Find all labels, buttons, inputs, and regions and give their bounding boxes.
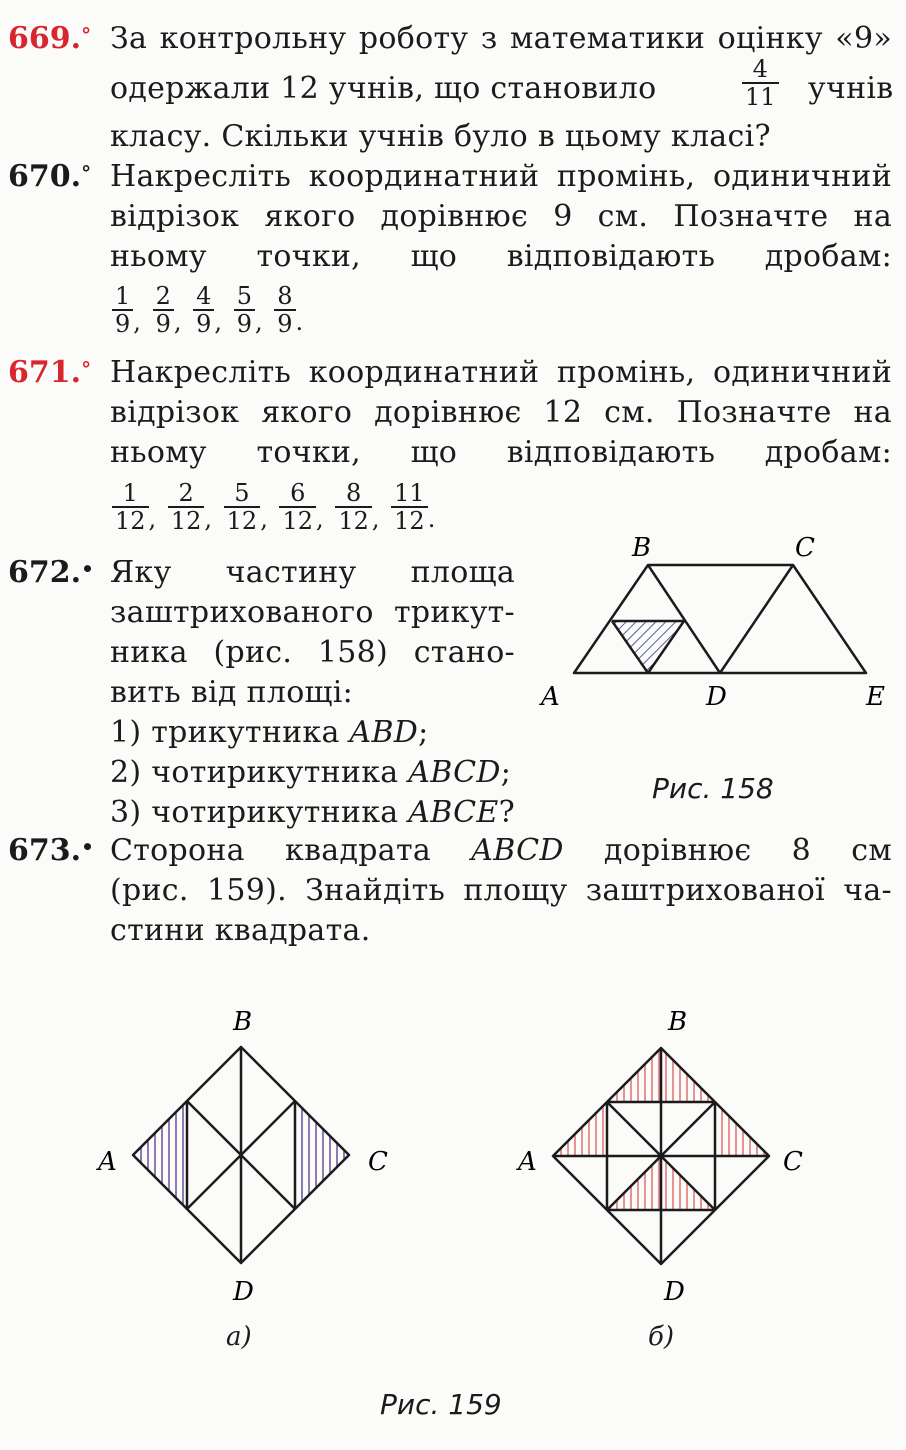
problem-672-number: 672.• <box>8 555 94 590</box>
label-C-158: C <box>795 533 815 563</box>
problem-669-line-2: одержали 12 учнів, що становило <box>110 71 657 106</box>
shaded-right-triangle <box>295 1101 349 1209</box>
problem-671-fractions: $\frac{1}{12}$ , $\frac{2}{12}$ , $\frac{5}{12}$ , $\frac{6}{12}$ , $\frac{8}{12}$ , $\frac{11}{12}$ . <box>108 480 435 534</box>
problem-671-line-1: Накресліть координатний промінь, одиничний <box>110 355 892 390</box>
label-D-159b: D <box>664 1277 685 1307</box>
label-C-159b: C <box>783 1147 803 1177</box>
problem-671-line-3: ньому точки, що відповідають дробам: <box>110 435 892 470</box>
figure-159-caption: Рис. 159 <box>380 1388 502 1421</box>
label-A-159b: A <box>518 1147 537 1177</box>
problem-673-number: 673.• <box>8 833 94 868</box>
figure-158-caption: Рис. 158 <box>652 772 774 805</box>
figure-159-sub-a: а) <box>226 1322 252 1352</box>
problem-670-line-2: відрізок якого дорівнює 9 см. Позначте на <box>110 199 892 234</box>
problem-671-line-2: відрізок якого дорівнює 12 см. Позначте на <box>110 395 892 430</box>
label-C-159a: C <box>368 1147 388 1177</box>
problem-670-line-1: Накресліть координатний промінь, одиничний <box>110 159 892 194</box>
problem-670-number: 670.° <box>8 159 92 194</box>
problem-673-line-2: (рис. 159). Знайдіть площу заштрихованої ча- <box>110 873 892 908</box>
label-D-159a: D <box>233 1277 254 1307</box>
problem-672-line-2: заштрихованого трикут- <box>110 595 515 630</box>
label-A-159a: A <box>98 1147 117 1177</box>
label-B-159b: B <box>668 1007 688 1037</box>
problem-669-line-1: За контрольну роботу з математики оцінку «9» <box>110 21 892 56</box>
figure-158 <box>530 528 900 728</box>
label-D-158: D <box>706 682 727 712</box>
problem-670-fractions: $\frac{1}{9}$ , $\frac{2}{9}$ , $\frac{4}{9}$ , $\frac{5}{9}$ , $\frac{8}{9}$ . <box>108 283 303 337</box>
problem-672-line-3: ника (рис. 158) стано- <box>110 635 515 670</box>
problem-671-number: 671.° <box>8 355 92 390</box>
problem-672-item-3: 3) чотирикутника ABCE? <box>110 795 515 830</box>
shaded-left-triangle <box>133 1101 187 1209</box>
label-A-158: A <box>541 682 560 712</box>
figure-159-a <box>90 995 410 1315</box>
problem-673-line-3: стини квадрата. <box>110 913 371 948</box>
problem-672-item-2: 2) чотирикутника ABCD; <box>110 755 512 790</box>
figure-159-sub-b: б) <box>648 1322 675 1352</box>
problem-673-line-1: Сторона квадрата ABCD дорівнює 8 см <box>110 833 892 868</box>
label-E-158: E <box>866 682 885 712</box>
trapezoid-outline <box>574 565 866 673</box>
shaded-triangle-158 <box>612 621 684 673</box>
problem-669-fraction: $\frac{4}{11}$ <box>738 56 783 110</box>
problem-669-line-4: класу. Скільки учнів було в цьому класі? <box>110 119 771 154</box>
figure-159-b <box>510 995 830 1315</box>
problem-670-line-3: ньому точки, що відповідають дробам: <box>110 239 892 274</box>
problem-672-item-1: 1) трикутника ABD; <box>110 715 429 750</box>
problem-672-line-4: вить від площі: <box>110 675 354 710</box>
label-B-159a: B <box>233 1007 253 1037</box>
problem-672-line-1: Яку частину площа <box>110 555 515 590</box>
problem-669-number: 669.° <box>8 21 92 56</box>
problem-669-line-3: учнів <box>808 71 894 106</box>
label-B-158: B <box>632 533 652 563</box>
